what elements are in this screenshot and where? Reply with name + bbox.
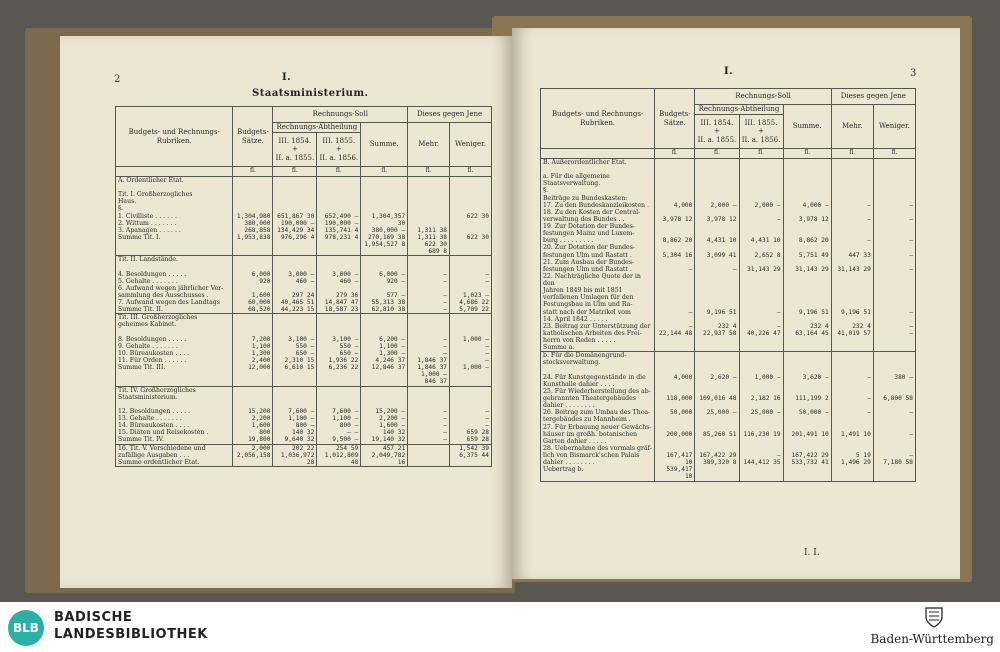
page-number: 3 bbox=[910, 68, 917, 79]
header-period-1: III. 1854. + II. a. 1855. bbox=[273, 133, 317, 167]
mehr-cell: — — — 1,491 10 5 19 1,496 29 bbox=[831, 352, 873, 481]
period2-cell: 2,000 — — 4,431 10 2,652 8 31,143 29 — — 40,226 47 bbox=[739, 158, 783, 351]
unit-cell bbox=[116, 167, 233, 177]
unit-cell: fl. bbox=[739, 149, 783, 159]
unit-cell: fl. bbox=[361, 167, 408, 177]
unit-cell: fl. bbox=[408, 167, 450, 177]
period2-cell: 254 59 1,012,809 48 bbox=[317, 444, 361, 466]
period1-cell: 3,100 — 550 — 650 — 2,310 15 6,610 15 bbox=[273, 314, 317, 386]
budget-table bbox=[115, 106, 492, 467]
table-row bbox=[116, 314, 492, 386]
header-weniger: Weniger. bbox=[450, 123, 492, 167]
blb-logo[interactable] bbox=[8, 610, 44, 646]
header-rechnungs-soll: Rechnungs-Soll bbox=[695, 89, 831, 105]
period1-cell: 651,867 30 190,000 — 134,429 34 976,296 4 bbox=[273, 176, 317, 255]
budget-cell: 6,000 920 1,600 60,000 68,520 bbox=[233, 256, 273, 314]
header-period-2: III. 1855. + II. a. 1856. bbox=[739, 115, 783, 149]
mehr-cell: 1,311 38 1,311 38 622 30 689 8 bbox=[408, 176, 450, 255]
table-row bbox=[116, 444, 492, 466]
header-abtheilung: Rechnungs-Abtheilung bbox=[695, 105, 783, 115]
state-name: Baden-Württemberg bbox=[870, 632, 994, 646]
header-budget: Budgets- Sätze. bbox=[655, 89, 695, 149]
unit-cell bbox=[541, 149, 655, 159]
budget-cell: 7,200 1,100 1,300 2,400 12,000 bbox=[233, 314, 273, 386]
mehr-cell: — — — 1,846 37 1,846 37 1,000 — 846 37 bbox=[408, 314, 450, 386]
page-footer-mark: I. I. bbox=[804, 548, 820, 558]
rubrik-cell: 16. Tit. V. Verschiedene und zufällige Ausgaben . . . Summe ordentlicher Etat. bbox=[116, 444, 233, 466]
summe-cell: 15,200 — 2,200 — 1,600 — 140 32 19,140 32 bbox=[361, 386, 408, 444]
rubrik-cell: Tit. IV. Großherzogliches Staatsministerium. 12. Besoldungen . . . . . 13. Gehalte . . . . . . . 14. Büreaukosten . . . . 15. Diäten und Reisekosten . Summe Tit. IV. bbox=[116, 386, 233, 444]
header-weniger: Weniger. bbox=[873, 105, 915, 149]
table-row bbox=[116, 176, 492, 255]
header-mehr: Mehr. bbox=[408, 123, 450, 167]
chapter-number: I. bbox=[282, 72, 292, 83]
summe-cell: 6,000 — 920 — 577 — 55,313 38 62,810 38 bbox=[361, 256, 408, 314]
page-number: 2 bbox=[114, 74, 121, 85]
summe-cell: 1,304,357 30 380,000 — 270,169 38 1,954,527 8 bbox=[361, 176, 408, 255]
unit-cell: fl. bbox=[450, 167, 492, 177]
summe-cell: 6,200 — 1,100 — 1,300 — 4,246 37 12,846 37 bbox=[361, 314, 408, 386]
budget-cell: 15,200 2,200 1,600 800 19,800 bbox=[233, 386, 273, 444]
weniger-cell: — — 1,023 — 4,686 22 5,709 22 bbox=[450, 256, 492, 314]
header-mehr: Mehr. bbox=[831, 105, 873, 149]
rubrik-cell: Tit. II. Landstände. 4. Besoldungen . . . . . 5. Gehalte . . . . . . . 6. Aufwand wegen jährlicher Ver- sammlung des Ausschusses . 7. Aufwand wegen des Landtags Summe Tit. II. bbox=[116, 256, 233, 314]
left-page bbox=[60, 36, 512, 588]
unit-cell: fl. bbox=[873, 149, 915, 159]
summe-cell: 4,000 — 3,978 12 8,862 20 5,751 49 31,143 29 9,196 51 232 4 63,164 45 bbox=[783, 158, 831, 351]
coat-of-arms-icon bbox=[925, 606, 943, 628]
mehr-cell bbox=[408, 444, 450, 466]
header-abtheilung: Rechnungs-Abtheilung bbox=[273, 123, 361, 133]
rubrik-cell: Tit. III. Großherzogliches geheimes Kabinet. 8. Besoldungen . . . . . 9. Gehalte . . . . . . . 10. Büreaukosten . . . . 11. Für Orden . . . . . . Summe Tit. III. bbox=[116, 314, 233, 386]
header-comparison: Dieses gegen Jene bbox=[831, 89, 915, 105]
budget-cell: 4,000 118,000 50,000 200,000 167,417 10 539,417 10 bbox=[655, 352, 695, 481]
budget-cell: 1,304,980 380,000 268,858 1,953,838 bbox=[233, 176, 273, 255]
period1-cell: 3,000 — 460 — 297 24 40,465 51 44,223 15 bbox=[273, 256, 317, 314]
library-name-line1: BADISCHE bbox=[54, 610, 133, 625]
chapter-number: I. bbox=[724, 66, 734, 77]
header-summe: Summe. bbox=[783, 105, 831, 149]
header-rubrik: Budgets- und Rechnungs- Rubriken. bbox=[541, 89, 655, 149]
period1-cell: 202 22 1,036,972 28 bbox=[273, 444, 317, 466]
period2-cell: 7,600 — 1,100 — 800 — — — 9,500 — bbox=[317, 386, 361, 444]
logo-text: BLB bbox=[13, 621, 39, 635]
period1-cell: 7,600 — 1,100 — 800 — 140 32 9,640 32 bbox=[273, 386, 317, 444]
page-title: Staatsministerium. bbox=[252, 88, 369, 99]
weniger-cell: 1,000 — — — — 1,000 — bbox=[450, 314, 492, 386]
right-page bbox=[512, 28, 960, 579]
unit-cell: fl. bbox=[695, 149, 739, 159]
weniger-cell: 1,542 39 6,375 44 bbox=[450, 444, 492, 466]
unit-cell: fl. bbox=[831, 149, 873, 159]
unit-cell: fl. bbox=[783, 149, 831, 159]
unit-cell: fl. bbox=[273, 167, 317, 177]
weniger-cell: 622 30 622 30 bbox=[450, 176, 492, 255]
header-rechnungs-soll: Rechnungs-Soll bbox=[273, 107, 408, 123]
rubrik-cell: b. Für die Domänengrund- stocksverwaltung. 24. Für Kunstgegenstände in die Kunsthalle dahier . . . . 25. Für Wiederherstellung des ab- gebrannten Theatergebäudes dahier . . . . . . . . 26. Beitrag zum Umbau des Thea- tergebäudes zu Mannheim . 27. Für Erbauung neuer Gewächs- häuser im großh. botanischen Garten dahier . . . . . 28. Uebernahme des vormals gräf- lich von Bismarck'schen Palais dahier . . . . . . . . Uebertrag b. bbox=[541, 352, 655, 481]
header-rubrik: Budgets- und Rechnungs- Rubriken. bbox=[116, 107, 233, 167]
footer-bar bbox=[0, 602, 1000, 652]
summe-cell: 3,620 — 111,199 2 50,000 — 201,491 10 167,422 29 533,732 41 bbox=[783, 352, 831, 481]
unit-cell: fl. bbox=[317, 167, 361, 177]
weniger-cell: 380 — 6,800 58 — — — 7,180 58 bbox=[873, 352, 915, 481]
period2-cell: 3,000 — 460 — 279 36 14,847 47 18,587 23 bbox=[317, 256, 361, 314]
budget-table bbox=[540, 88, 916, 482]
table-row bbox=[541, 352, 916, 481]
budget-cell: 4,000 3,978 12 8,862 20 5,304 16 — — — 22,144 48 bbox=[655, 158, 695, 351]
period1-cell: 2,620 — 109,016 48 25,000 — 85,260 51 167,422 29 389,320 8 bbox=[695, 352, 739, 481]
period1-cell: 2,000 — 3,978 12 4,431 10 3,099 41 — 9,196 51 232 4 22,937 58 bbox=[695, 158, 739, 351]
unit-cell: fl. bbox=[233, 167, 273, 177]
mehr-cell: — — — 447 33 31,143 29 9,196 51 232 4 41,019 57 bbox=[831, 158, 873, 351]
table-row bbox=[116, 386, 492, 444]
header-budget: Budgets- Sätze. bbox=[233, 107, 273, 167]
weniger-cell: — — — — — — — — bbox=[873, 158, 915, 351]
rubrik-cell: A. Ordentlicher Etat. Tit. I. Großherzogliches Haus. §. 1. Civilliste . . . . . . 2. Wittum . . . . . . . 3. Apanagen . . . . . . Summe Tit. I. bbox=[116, 176, 233, 255]
budget-cell: 2,000 2,056,158 bbox=[233, 444, 273, 466]
period2-cell: 652,490 — 190,000 — 135,741 4 978,231 4 bbox=[317, 176, 361, 255]
unit-cell: fl. bbox=[655, 149, 695, 159]
mehr-cell: — — — — — bbox=[408, 386, 450, 444]
header-period-1: III. 1854. + II. a. 1855. bbox=[695, 115, 739, 149]
summe-cell: 457 21 2,049,782 16 bbox=[361, 444, 408, 466]
weniger-cell: — — — 659 28 659 28 bbox=[450, 386, 492, 444]
table-row bbox=[541, 158, 916, 351]
mehr-cell: — — — — — bbox=[408, 256, 450, 314]
period2-cell: 1,000 — 2,182 16 25,000 — 116,230 19 — 144,412 35 bbox=[739, 352, 783, 481]
period2-cell: 3,100 — 550 — 650 — 1,936 22 6,236 22 bbox=[317, 314, 361, 386]
rubrik-cell: B. Außerordentlicher Etat. a. Für die allgemeine Staatsverwaltung. §. Beiträge zu Bundeskasten: 17. Zu den Bundeskanzleikosten . 18. Zu den Kosten der Central- verwaltung des Bundes . . 19. Zur Dotation der Bundes- festungen Mainz und Luxem- burg . . . . . . . . . 20. Zur Dotation der Bundes- festungen Ulm und Rastatt . 21. Zum Ausbau der Bundes- festungen Ulm und Rastatt . 22. Nachträgliche Quote der in den Jahren 1849 bis mit 1851 verfallenen Umlagen für den Festungsbau in Ulm und Ra- statt nach der Matrikel vom 14. April 1842 . . . . . 23. Beitrag zur Unterstützung der katholischen Arbeiten des Frei- herrn von Reden . . . . . Summe a. bbox=[541, 158, 655, 351]
header-period-2: III. 1855. + II. a. 1856. bbox=[317, 133, 361, 167]
library-name-line2: LANDESBIBLIOTHEK bbox=[54, 627, 208, 642]
header-summe: Summe. bbox=[361, 123, 408, 167]
table-row bbox=[116, 256, 492, 314]
header-comparison: Dieses gegen Jene bbox=[408, 107, 492, 123]
